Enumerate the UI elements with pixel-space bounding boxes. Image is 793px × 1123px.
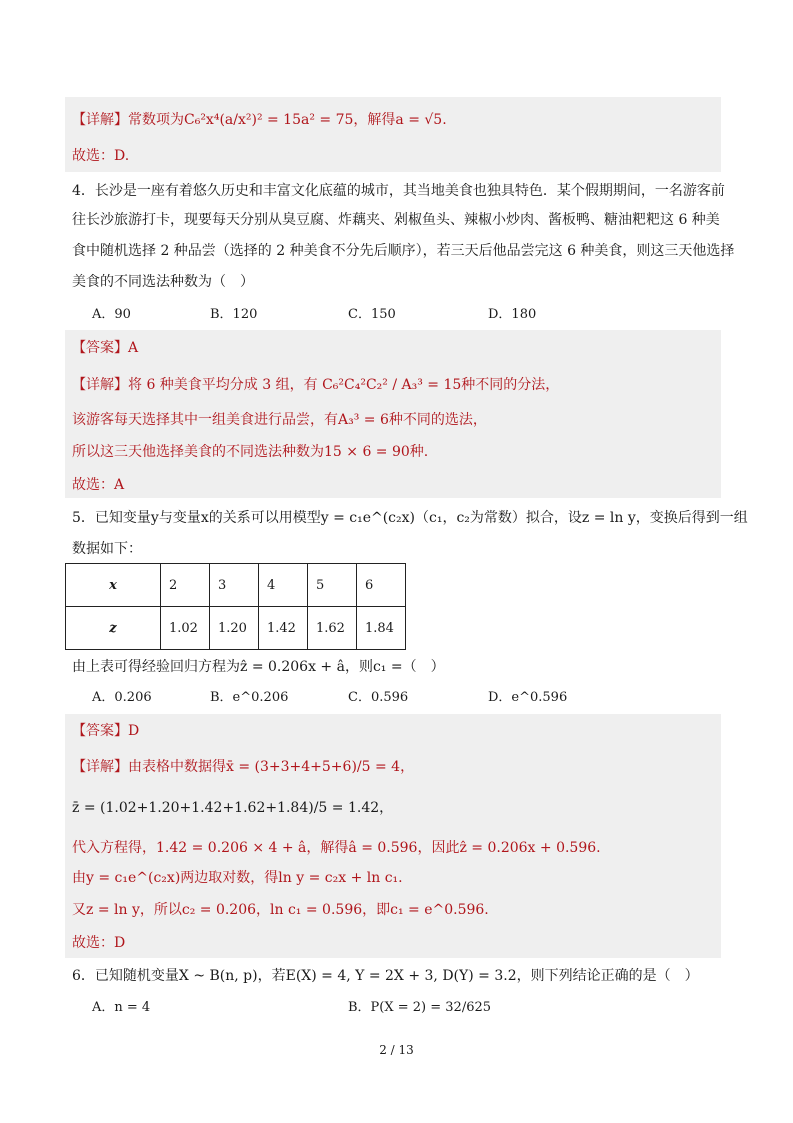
- table-cell: 3: [210, 564, 259, 607]
- table-cell: 1.02: [161, 607, 210, 650]
- q5-choice: 故选：D: [72, 935, 126, 951]
- q6-stem: 6．已知随机变量X ~ B(n, p)，若E(X) = 4, Y = 2X + 3, D(Y) = 3.2，则下列结论正确的是（ ）: [72, 968, 699, 984]
- q6-option-a: A．n = 4: [92, 1000, 151, 1015]
- q4-option-d: D．180: [488, 307, 537, 322]
- answer-shade-q5: [65, 714, 721, 958]
- table-cell: 6: [357, 564, 406, 607]
- q3-detail: 【详解】常数项为C₆²x⁴(a/x²)² = 15a² = 75，解得a = √5.: [72, 112, 447, 128]
- q4-detail-line-3: 所以这三天他选择美食的不同选法种数为15 × 6 = 90种.: [72, 444, 429, 460]
- q5-stem-line-3: 由上表可得经验回归方程为ẑ = 0.206x + â，则c₁ =（ ）: [72, 659, 445, 675]
- q4-choice: 故选：A: [72, 477, 125, 493]
- q3-choice: 故选：D.: [72, 148, 130, 164]
- q5-stem-line-2: 数据如下：: [72, 541, 142, 557]
- q4-option-a: A．90: [92, 307, 131, 322]
- table-cell: 1.42: [259, 607, 308, 650]
- q4-stem-line-2: 往长沙旅游打卡，现要每天分别从臭豆腐、炸藕夹、剁椒鱼头、辣椒小炒肉、酱板鸭、糖油粑粑这 6 种美: [72, 212, 720, 228]
- q6-option-b: B．P(X = 2) = 32/625: [348, 1000, 492, 1015]
- table-header-x: x: [66, 564, 161, 607]
- table-cell: 2: [161, 564, 210, 607]
- q5-data-table: [65, 563, 406, 650]
- q5-option-c: C．0.596: [348, 690, 409, 705]
- q5-detail-line-3: 代入方程得，1.42 = 0.206 × 4 + â，解得â = 0.596，因此ẑ = 0.206x + 0.596.: [72, 840, 601, 856]
- q4-detail-line-2: 该游客每天选择其中一组美食进行品尝，有A₃³ = 6种不同的选法，: [72, 412, 487, 428]
- detail-shade-q3: [65, 97, 721, 172]
- q5-detail-line-5: 又z = ln y，所以c₂ = 0.206，ln c₁ = 0.596，即c₁ = e^0.596.: [72, 902, 489, 918]
- q5-option-a: A．0.206: [92, 690, 152, 705]
- q5-option-b: B．e^0.206: [210, 690, 289, 705]
- table-cell: 1.62: [308, 607, 357, 650]
- table-cell: 1.20: [210, 607, 259, 650]
- q5-answer: 【答案】D: [72, 723, 140, 739]
- table-cell: 4: [259, 564, 308, 607]
- q5-detail-line-2: z̄ = (1.02+1.20+1.42+1.62+1.84)/5 = 1.42，: [72, 800, 394, 816]
- table-header-z: z: [66, 607, 161, 650]
- q5-option-d: D．e^0.596: [488, 690, 568, 705]
- table-cell: 1.84: [357, 607, 406, 650]
- q4-stem-line-3: 食中随机选择 2 种品尝（选择的 2 种美食不分先后顺序），若三天后他品尝完这 6 种美食，则这三天他选择: [72, 243, 735, 259]
- q4-stem-line-1: 4．长沙是一座有着悠久历史和丰富文化底蕴的城市，其当地美食也独具特色．某个假期期间，一名游客前: [72, 183, 725, 199]
- q5-detail-line-4: 由y = c₁e^(c₂x)两边取对数，得ln y = c₂x + ln c₁.: [72, 870, 403, 886]
- q4-answer: 【答案】A: [72, 340, 139, 356]
- q5-stem-line-1: 5．已知变量y与变量x的关系可以用模型y = c₁e^(c₂x)（c₁，c₂为常数）拟合，设z = ln y，变换后得到一组: [72, 510, 748, 526]
- q4-option-c: C．150: [348, 307, 396, 322]
- q4-option-b: B．120: [210, 307, 258, 322]
- page-number: 2 / 13: [379, 1043, 414, 1057]
- q4-stem-line-4: 美食的不同选法种数为（ ）: [72, 274, 254, 290]
- table-row-x: [66, 564, 406, 607]
- table-row-z: [66, 607, 406, 650]
- q5-detail-line-1: 【详解】由表格中数据得x̄ = (3+3+4+5+6)/5 = 4，: [72, 759, 415, 775]
- q4-detail-line-1: 【详解】将 6 种美食平均分成 3 组，有 C₆²C₄²C₂² / A₃³ = 15种不同的分法，: [72, 377, 560, 393]
- table-cell: 5: [308, 564, 357, 607]
